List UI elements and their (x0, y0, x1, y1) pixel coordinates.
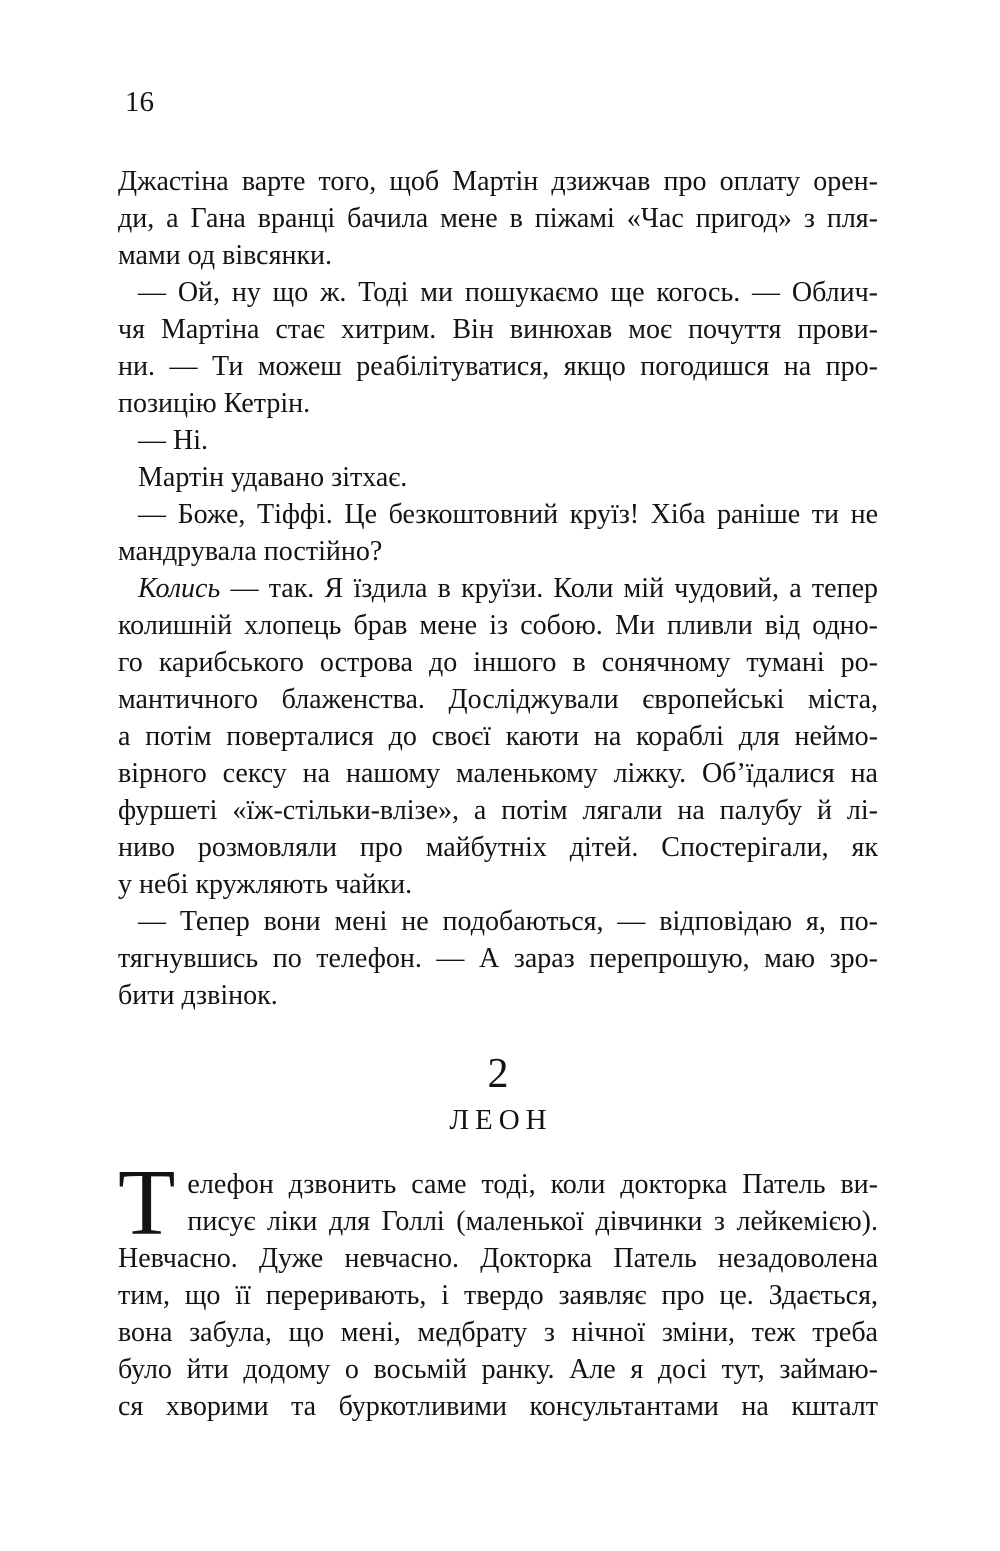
text-line: мантичного блаженства. Досліджували європейські міста, (118, 684, 878, 715)
drop-cap: Т (118, 1151, 176, 1255)
body-text (118, 163, 878, 1014)
paragraph (118, 459, 878, 496)
text-line: фуршеті «їж-стільки-влізе», а потім лягали на палубу й лі- (118, 795, 878, 826)
text-line: було йти додому о восьмій ранку. Але я досі тут, займаю- (118, 1354, 878, 1385)
text-line: Джастіна варте того, щоб Мартін дзижчав про оплату орен- (118, 166, 878, 197)
paragraph (118, 422, 878, 459)
paragraph (118, 496, 878, 570)
text-line: Невчасно. Дуже невчасно. Докторка Патель незадоволена (118, 1243, 878, 1274)
text-line: ди, а Гана вранці бачила мене в піжамі «Час пригод» з пля- (118, 203, 878, 234)
text-line: вона забула, що мені, медбрату з нічної зміни, теж треба (118, 1317, 878, 1348)
text-line: тягнувшись по телефон. — А зараз перепрошую, маю зро- (118, 943, 878, 974)
paragraph (118, 570, 878, 903)
text-line: ниво розмовляли про майбутніх дітей. Спостерігали, як (118, 832, 878, 863)
text-line: колишній хлопець брав мене із собою. Ми пливли від одно- (118, 610, 878, 641)
text-column (118, 163, 878, 1425)
italic-text: Колись (138, 573, 221, 604)
text-line: елефон дзвонить саме тоді, коли докторка Патель ви- (187, 1169, 878, 1200)
chapter-number: 2 (487, 1051, 509, 1097)
text-line: Мартін удавано зітхає. (138, 462, 408, 493)
paragraph (118, 903, 878, 1014)
text-line: — Боже, Тіффі. Це безкоштовний круїз! Хіба раніше ти не (138, 499, 878, 530)
text-line: — Ні. (138, 425, 208, 456)
text-line: тим, що її переривають, і твердо заявляє про це. Здається, (118, 1280, 878, 1311)
text-line: ни. — Ти можеш реабілітуватися, якщо погодишся на про- (118, 351, 878, 382)
text-line: писує ліки для Голлі (маленької дівчинки з лейкемією). (187, 1206, 878, 1237)
text-line: — Ой, ну що ж. Тоді ми пошукаємо ще когось. — Облич- (138, 277, 878, 308)
text-line: а потім поверталися до своєї каюти на кораблі для неймо- (118, 721, 878, 752)
text-line: мандрувала постійно? (118, 536, 383, 567)
text-segment: — так. Я їздила в круїзи. Коли мій чудовий, а тепер (220, 573, 878, 604)
chapter-opening-paragraph (118, 1151, 878, 1425)
text-line (118, 570, 878, 607)
text-line: бити дзвінок. (118, 980, 278, 1011)
text-line: — Тепер вони мені не подобаються, — відповідаю я, по- (138, 906, 878, 937)
text-line: у небі кружляють чайки. (118, 869, 413, 900)
text-line: мами од вівсянки. (118, 240, 333, 271)
text-line: го карибського острова до іншого в сонячному тумані ро- (118, 647, 878, 678)
paragraph (118, 163, 878, 274)
paragraph (118, 274, 878, 422)
text-line: позицію Кетрін. (118, 388, 311, 419)
page-number: 16 (125, 86, 154, 118)
text-line: чя Мартіна стає хитрим. Він винюхав моє почуття прови- (118, 314, 878, 345)
chapter-title: ЛЕОН (449, 1104, 553, 1136)
text-line: ся хворими та буркотливими консультантами на кшталт (118, 1391, 878, 1422)
text-line: вірного сексу на нашому маленькому ліжку. Об’їдалися на (118, 758, 878, 789)
